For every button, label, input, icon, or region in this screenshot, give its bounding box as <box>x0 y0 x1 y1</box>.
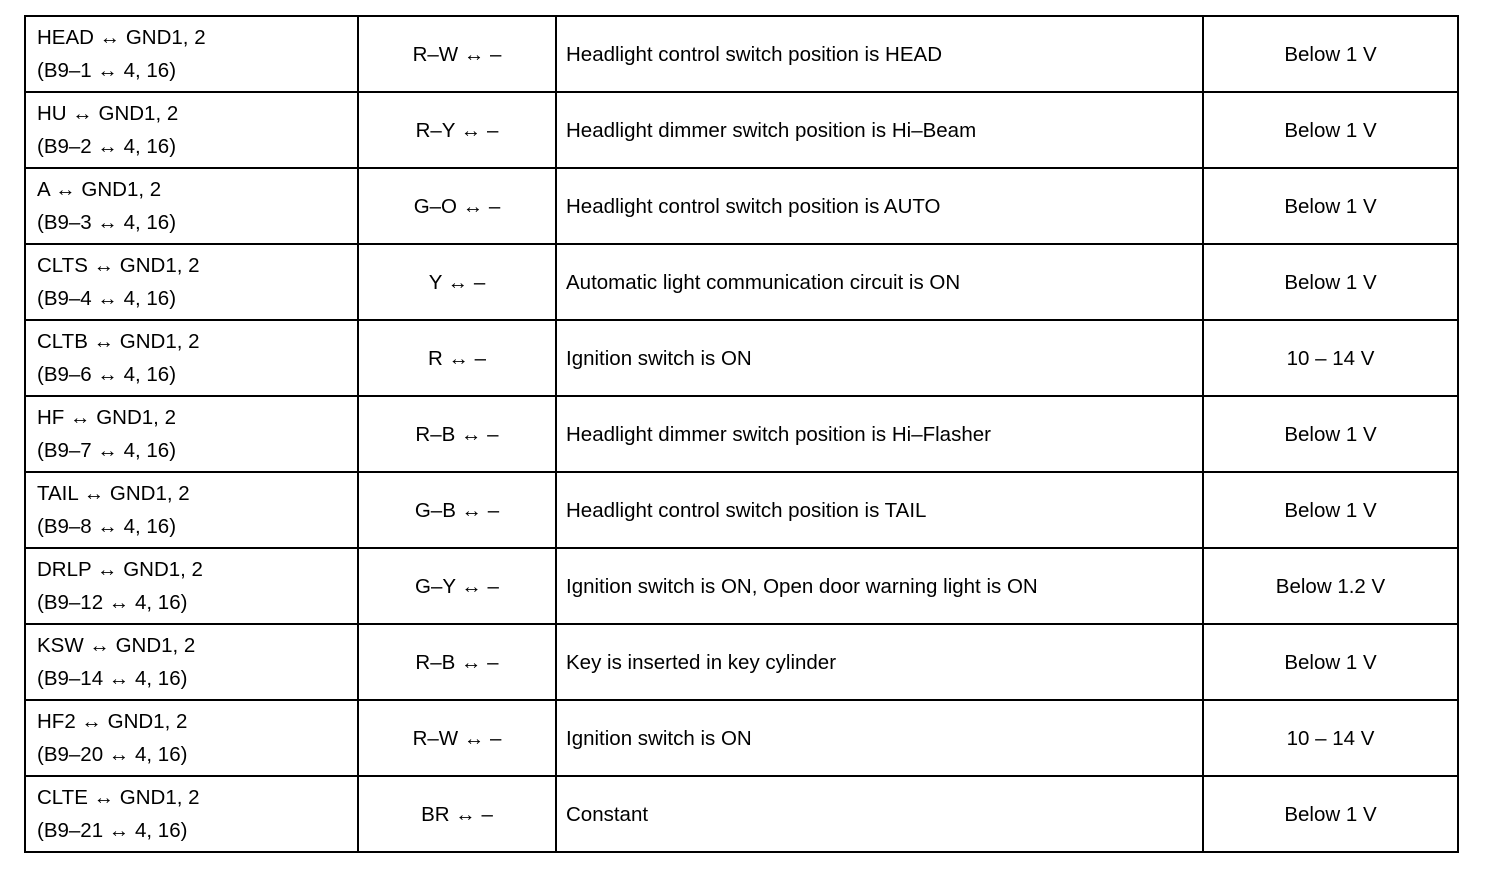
specified-condition-cell: Below 1 V <box>1203 776 1458 852</box>
wire-color-cell: G–B ↔ – <box>358 472 556 548</box>
terminal-name: CLTS ↔ GND1, 2 <box>37 254 200 277</box>
terminal-name: HEAD ↔ GND1, 2 <box>37 26 206 49</box>
specified-condition-cell: Below 1 V <box>1203 244 1458 320</box>
specified-condition-cell: Below 1 V <box>1203 16 1458 92</box>
condition-cell: Ignition switch is ON <box>556 320 1203 396</box>
terminal-name: HF ↔ GND1, 2 <box>37 406 176 429</box>
terminal-cell <box>25 244 358 320</box>
terminal-pins: (B9–12 ↔ 4, 16) <box>37 591 188 614</box>
condition-cell: Headlight dimmer switch position is Hi–Beam <box>556 92 1203 168</box>
wire-color-cell: Y ↔ – <box>358 244 556 320</box>
table-row <box>25 700 1458 776</box>
terminal-pins: (B9–7 ↔ 4, 16) <box>37 439 177 462</box>
condition-cell: Headlight control switch position is HEAD <box>556 16 1203 92</box>
terminal-cell <box>25 548 358 624</box>
terminal-pins: (B9–6 ↔ 4, 16) <box>37 363 177 386</box>
terminal-pins: (B9–8 ↔ 4, 16) <box>37 515 177 538</box>
condition-cell: Headlight control switch position is TAIL <box>556 472 1203 548</box>
wire-color-cell: R–B ↔ – <box>358 396 556 472</box>
terminal-cell <box>25 472 358 548</box>
table-row <box>25 168 1458 244</box>
wire-color-cell: R–Y ↔ – <box>358 92 556 168</box>
table-row <box>25 548 1458 624</box>
terminal-pins: (B9–1 ↔ 4, 16) <box>37 59 177 82</box>
condition-cell: Constant <box>556 776 1203 852</box>
terminal-pins: (B9–20 ↔ 4, 16) <box>37 743 188 766</box>
specified-condition-cell: Below 1 V <box>1203 624 1458 700</box>
specified-condition-cell: 10 – 14 V <box>1203 320 1458 396</box>
condition-cell: Ignition switch is ON <box>556 700 1203 776</box>
terminal-name: TAIL ↔ GND1, 2 <box>37 482 190 505</box>
specified-condition-cell: Below 1 V <box>1203 472 1458 548</box>
terminal-voltage-table <box>24 15 1459 853</box>
terminal-cell <box>25 16 358 92</box>
table-row <box>25 244 1458 320</box>
terminal-cell <box>25 320 358 396</box>
terminal-cell <box>25 700 358 776</box>
terminal-cell <box>25 624 358 700</box>
terminal-pins: (B9–2 ↔ 4, 16) <box>37 135 177 158</box>
wire-color-cell: BR ↔ – <box>358 776 556 852</box>
table-row <box>25 16 1458 92</box>
wire-color-cell: R–B ↔ – <box>358 624 556 700</box>
table-body <box>25 16 1458 852</box>
terminal-pins: (B9–4 ↔ 4, 16) <box>37 287 177 310</box>
wire-color-cell: G–O ↔ – <box>358 168 556 244</box>
specified-condition-cell: Below 1 V <box>1203 168 1458 244</box>
terminal-cell <box>25 396 358 472</box>
terminal-cell <box>25 776 358 852</box>
specified-condition-cell: Below 1 V <box>1203 92 1458 168</box>
terminal-pins: (B9–3 ↔ 4, 16) <box>37 211 177 234</box>
terminal-cell <box>25 92 358 168</box>
terminal-pins: (B9–21 ↔ 4, 16) <box>37 819 188 842</box>
specified-condition-cell: 10 – 14 V <box>1203 700 1458 776</box>
table-row <box>25 396 1458 472</box>
terminal-name: CLTE ↔ GND1, 2 <box>37 786 200 809</box>
specified-condition-cell: Below 1 V <box>1203 396 1458 472</box>
condition-cell: Ignition switch is ON, Open door warning light is ON <box>556 548 1203 624</box>
terminal-name: CLTB ↔ GND1, 2 <box>37 330 200 353</box>
table-row <box>25 472 1458 548</box>
condition-cell: Automatic light communication circuit is ON <box>556 244 1203 320</box>
table-row <box>25 776 1458 852</box>
terminal-name: HU ↔ GND1, 2 <box>37 102 179 125</box>
terminal-pins: (B9–14 ↔ 4, 16) <box>37 667 188 690</box>
table-row <box>25 624 1458 700</box>
table-row <box>25 92 1458 168</box>
terminal-name: HF2 ↔ GND1, 2 <box>37 710 188 733</box>
wire-color-cell: R–W ↔ – <box>358 16 556 92</box>
condition-cell: Key is inserted in key cylinder <box>556 624 1203 700</box>
terminal-name: DRLP ↔ GND1, 2 <box>37 558 203 581</box>
wire-color-cell: G–Y ↔ – <box>358 548 556 624</box>
wire-color-cell: R–W ↔ – <box>358 700 556 776</box>
condition-cell: Headlight dimmer switch position is Hi–Flasher <box>556 396 1203 472</box>
condition-cell: Headlight control switch position is AUTO <box>556 168 1203 244</box>
terminal-cell <box>25 168 358 244</box>
wire-color-cell: R ↔ – <box>358 320 556 396</box>
table-row <box>25 320 1458 396</box>
terminal-name: A ↔ GND1, 2 <box>37 178 162 201</box>
specified-condition-cell: Below 1.2 V <box>1203 548 1458 624</box>
terminal-name: KSW ↔ GND1, 2 <box>37 634 196 657</box>
